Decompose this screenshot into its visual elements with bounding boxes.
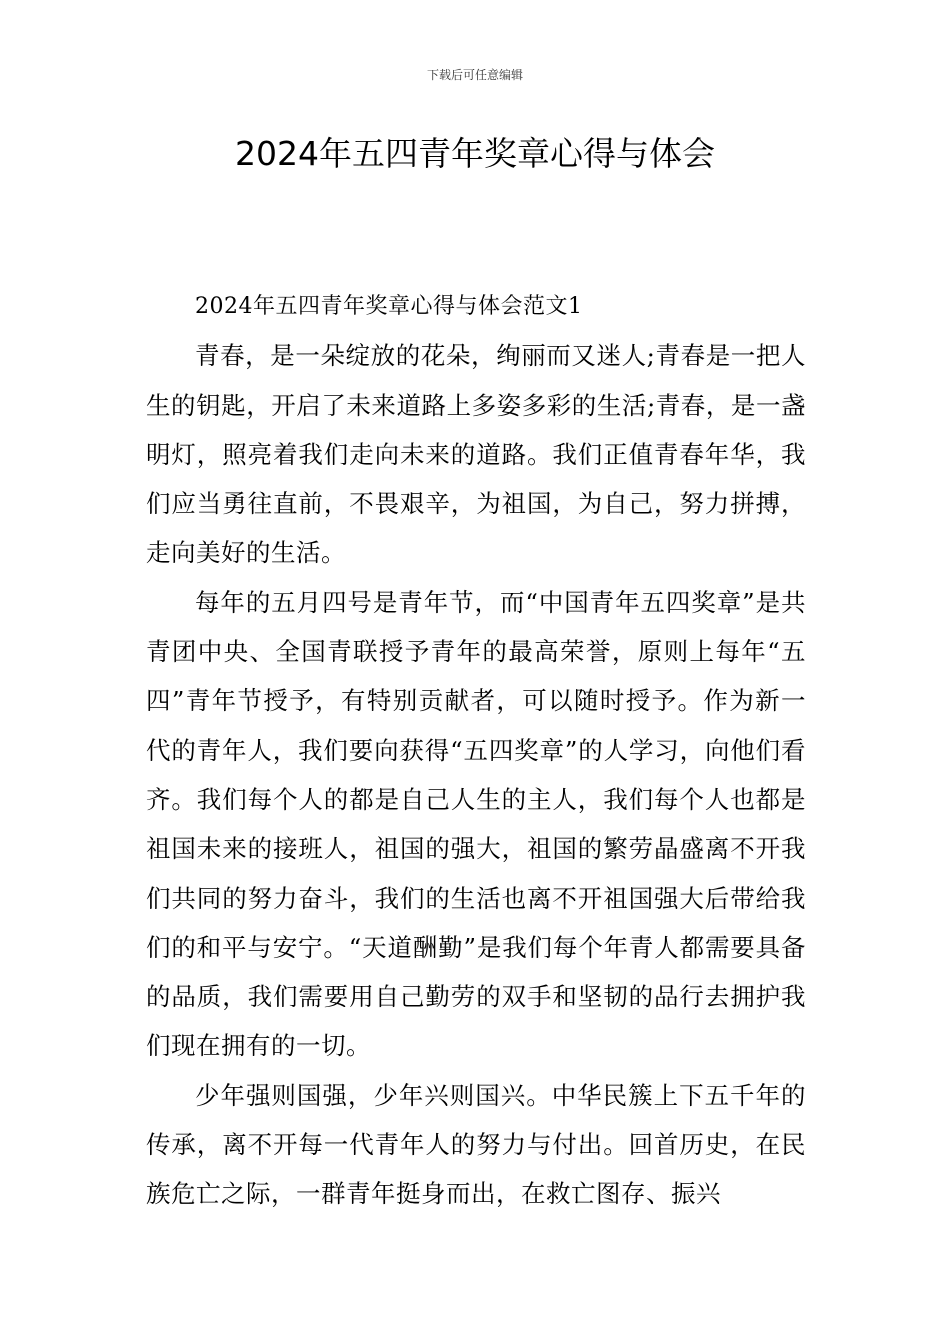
document-body <box>146 282 806 1219</box>
header-note: 下载后可任意编辑 <box>426 68 523 82</box>
paragraph-3: 少年强则国强，少年兴则国兴。中华民簇上下五千年的传承，离不开每一代青年人的努力与付出。回首历史，在民族危亡之际，一群青年挺身而出，在救亡图存、振兴 <box>146 1080 806 1209</box>
paragraph-2: 每年的五月四号是青年节，而“中国青年五四奖章”是共青团中央、全国青联授予青年的最高荣誉，原则上每年“五四”青年节授予，有特别贡献者，可以随时授予。作为新一代的青年人，我们要向获得“五四奖章”的人学习，向他们看齐。我们每个人的都是自己人生的主人，我们每个人也都是祖国未来的接班人，祖国的强大，祖国的繁劳晶盛离不开我们共同的努力奋斗，我们的生活也离不开祖国强大后带给我们的和平与安宁。“天道酬勤”是我们每个年青人都需要具备的品质，我们需要用自己勤劳的双手和坚韧的品行去拥护我们现在拥有的一切。 <box>146 587 806 1061</box>
document-title: 2024年五四青年奖章心得与体会 <box>235 134 715 173</box>
section-subtitle: 2024年五四青年奖章心得与体会范文1 <box>195 294 583 319</box>
paragraph-1: 青春，是一朵绽放的花朵，绚丽而又迷人;青春是一把人生的钥匙，开启了未来道路上多姿多彩的生活;青春，是一盏明灯，照亮着我们走向未来的道路。我们正值青春年华，我们应当勇往直前，不畏艰辛，为祖国，为自己，努力拼搏，走向美好的生活。 <box>146 341 806 568</box>
